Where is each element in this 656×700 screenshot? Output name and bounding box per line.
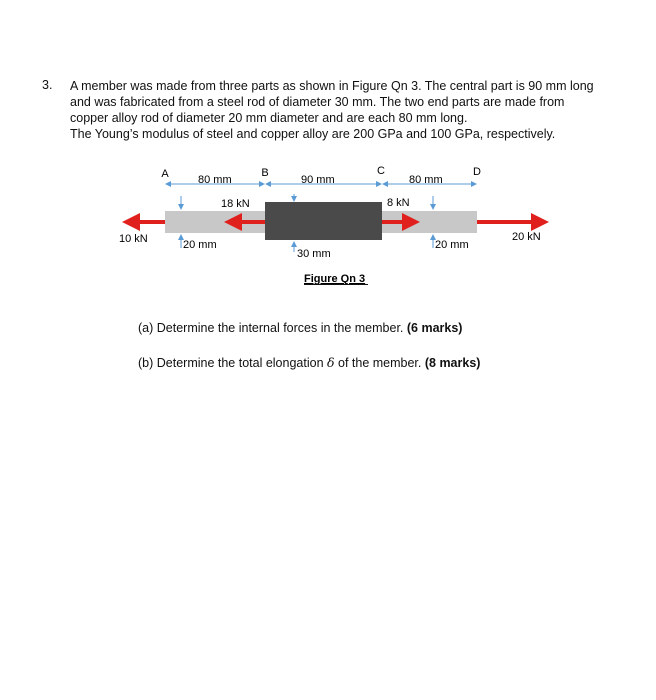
force-arrow-a [122,213,165,231]
sub-question-b-text: (b) Determine the total elongation [138,356,327,370]
sub-question-a [138,321,462,335]
question-line-1: A member was made from three parts as shown in Figure Qn 3. The central part is 90 mm long [70,79,594,93]
point-label-b: B [261,167,269,179]
sub-question-a-text: (a) Determine the internal forces in the member. [138,321,407,335]
sub-question-b [138,355,480,370]
load-label-a: 10 kN [119,233,148,245]
figure-caption: Figure Qn 3 [304,273,366,285]
sub-question-a-marks: (6 marks) [406,321,463,335]
load-label-c: 8 kN [387,197,410,209]
load-label-d: 20 kN [512,231,541,243]
question-line-3: copper alloy rod of diameter 20 mm diameter and are each 80 mm long. [70,111,468,125]
load-label-b: 18 kN [221,198,250,210]
sub-question-b-suffix: of the member. [334,356,425,370]
delta-symbol: δ [327,355,335,370]
diameter-label-center: 30 mm [297,248,331,260]
point-label-c: C [377,165,385,177]
length-label-bc: 90 mm [301,174,335,186]
sub-question-b-marks: (8 marks) [424,356,481,370]
question-number: 3. [42,78,53,92]
point-label-a: A [161,168,169,180]
diameter-label-left: 20 mm [183,239,217,251]
question-line-4: The Young’s modulus of steel and copper alloy are 200 GPa and 100 GPa, respectively. [70,127,556,141]
question-line-2: and was fabricated from a steel rod of diameter 30 mm. The two end parts are made from [70,95,565,109]
length-label-cd: 80 mm [409,174,443,186]
length-label-ab: 80 mm [198,174,232,186]
point-label-d: D [473,166,481,178]
central-steel-rod [265,202,382,240]
force-arrow-d [477,213,549,231]
diameter-label-right: 20 mm [435,239,469,251]
